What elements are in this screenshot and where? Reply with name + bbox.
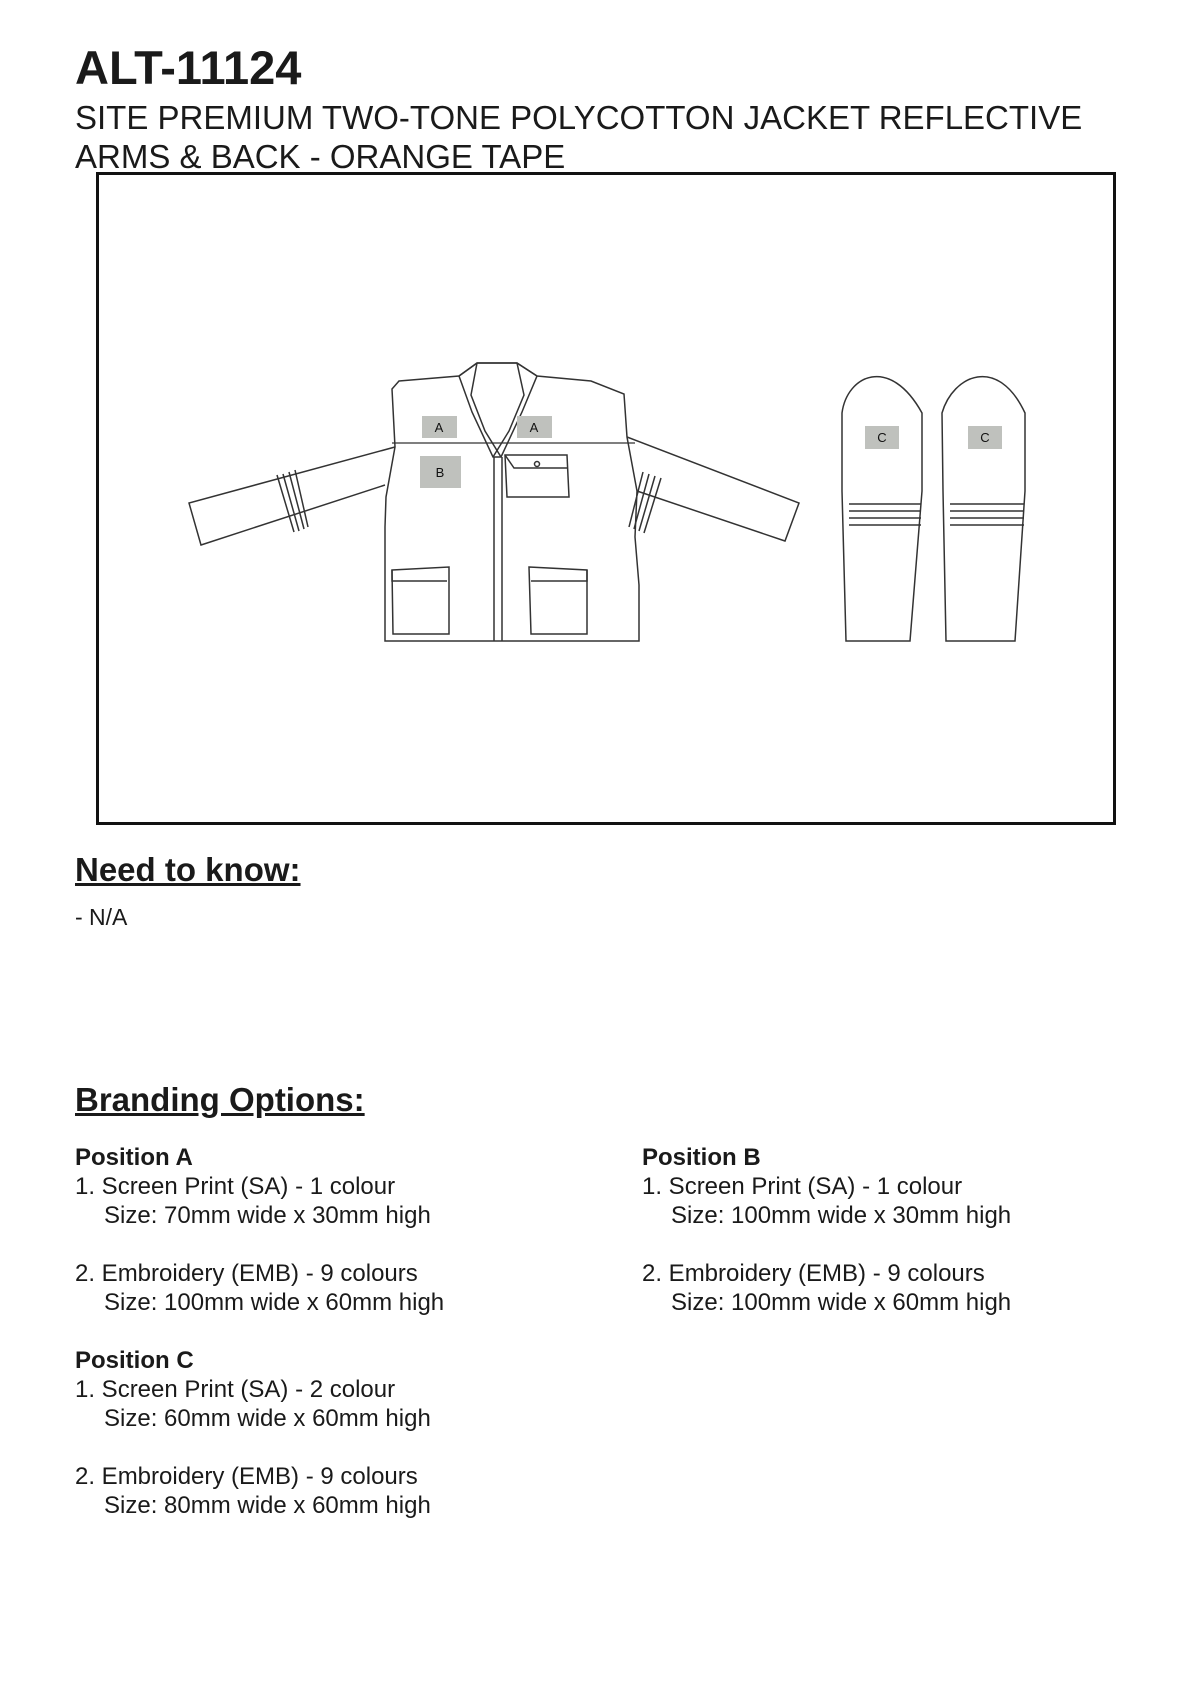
product-code: ALT-11124 bbox=[75, 41, 302, 94]
need-to-know-heading: Need to know: bbox=[75, 851, 301, 888]
branding-column-right bbox=[642, 1143, 1011, 1346]
garment-drawing-frame bbox=[96, 172, 1116, 825]
position-a-option-1-size: Size: 70mm wide x 30mm high bbox=[104, 1202, 431, 1229]
zone-c-right-label: C bbox=[980, 430, 990, 445]
position-b-option-2-size: Size: 100mm wide x 60mm high bbox=[671, 1289, 1012, 1316]
position-a-block bbox=[75, 1143, 444, 1317]
zone-a-left-label: A bbox=[434, 420, 444, 435]
position-b-option-1-method: 1. Screen Print (SA) - 1 colour bbox=[642, 1173, 963, 1200]
product-title: SITE PREMIUM TWO-TONE POLYCOTTON JACKET REFLECTIVE ARMS & BACK - ORANGE TAPE bbox=[75, 99, 1083, 175]
position-c-option-2-method: 2. Embroidery (EMB) - 9 colours bbox=[75, 1463, 418, 1490]
zone-c-left-label: C bbox=[877, 430, 887, 445]
position-a-option-2-method: 2. Embroidery (EMB) - 9 colours bbox=[75, 1260, 418, 1287]
position-b-option-1-size: Size: 100mm wide x 30mm high bbox=[671, 1202, 1012, 1229]
position-c-option-1-method: 1. Screen Print (SA) - 2 colour bbox=[75, 1376, 396, 1403]
position-a-heading: Position A bbox=[75, 1144, 193, 1171]
branding-column-left bbox=[75, 1143, 444, 1549]
position-b-option-2-method: 2. Embroidery (EMB) - 9 colours bbox=[642, 1260, 985, 1287]
jacket-technical-drawing bbox=[99, 175, 1113, 822]
branding-zone-markers bbox=[420, 416, 1002, 488]
sleeve-outlines bbox=[842, 377, 1025, 641]
zone-b-label: B bbox=[435, 465, 445, 480]
position-c-option-2-size: Size: 80mm wide x 60mm high bbox=[104, 1492, 431, 1519]
position-a-option-2-size: Size: 100mm wide x 60mm high bbox=[104, 1289, 445, 1316]
branding-options-heading: Branding Options: bbox=[75, 1081, 365, 1118]
position-c-option-1-size: Size: 60mm wide x 60mm high bbox=[104, 1405, 431, 1432]
jacket-front-outline bbox=[189, 363, 799, 641]
need-to-know-note: - N/A bbox=[75, 904, 128, 930]
position-c-heading: Position C bbox=[75, 1347, 194, 1374]
position-a-option-1-method: 1. Screen Print (SA) - 1 colour bbox=[75, 1173, 396, 1200]
position-b-block bbox=[642, 1143, 1011, 1317]
position-c-block bbox=[75, 1346, 444, 1520]
position-b-heading: Position B bbox=[642, 1144, 761, 1171]
zone-a-right-label: A bbox=[529, 420, 539, 435]
